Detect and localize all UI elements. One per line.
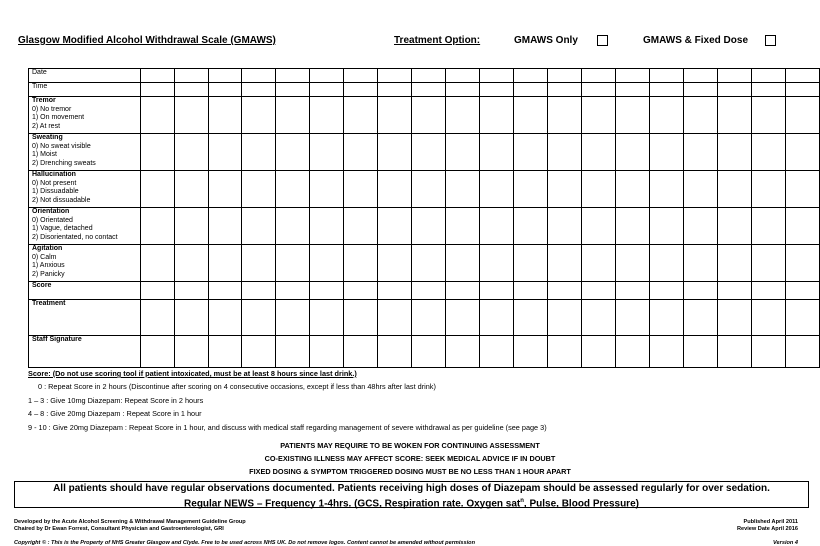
cell-treatment-2[interactable] <box>174 300 208 336</box>
cell-agitation-13[interactable] <box>548 245 582 282</box>
footer-developed-by: Developed by the Acute Alcohol Screening & Withdrawal Management Guideline Group <box>14 519 246 525</box>
cell-staff-7[interactable] <box>344 336 378 368</box>
staff-signature-title: Staff Signature <box>32 336 82 343</box>
cell-sweating-12[interactable] <box>514 134 548 171</box>
cell-staff-1[interactable] <box>140 336 174 368</box>
footer-published: Published April 2011 <box>743 519 798 525</box>
option-gmaws-fixed-dose-label: GMAWS & Fixed Dose <box>643 35 749 46</box>
cell-time-15[interactable] <box>616 83 650 97</box>
cell-date-2[interactable] <box>174 69 208 83</box>
cell-orientation-20[interactable] <box>785 208 819 245</box>
cell-treatment-3[interactable] <box>208 300 242 336</box>
cell-tremor-9[interactable] <box>412 97 446 134</box>
cell-treatment-1[interactable] <box>140 300 174 336</box>
cell-agitation-12[interactable] <box>514 245 548 282</box>
row-sweating <box>29 134 820 171</box>
cell-treatment-7[interactable] <box>344 300 378 336</box>
cell-orientation-3[interactable] <box>208 208 242 245</box>
cell-time-6[interactable] <box>310 83 344 97</box>
cell-date-1[interactable] <box>140 69 174 83</box>
cell-staff-3[interactable] <box>208 336 242 368</box>
cell-orientation-9[interactable] <box>412 208 446 245</box>
cell-hallucination-19[interactable] <box>752 171 786 208</box>
cell-hallucination-13[interactable] <box>548 171 582 208</box>
cell-treatment-20[interactable] <box>785 300 819 336</box>
cell-tremor-14[interactable] <box>582 97 616 134</box>
cell-time-4[interactable] <box>242 83 276 97</box>
hallucination-option-0: 0) Not present <box>32 179 77 187</box>
cell-hallucination-15[interactable] <box>616 171 650 208</box>
row-label-treatment <box>29 300 141 336</box>
cell-score-20[interactable] <box>785 282 819 300</box>
row-label-sweating <box>29 134 141 171</box>
cell-tremor-10[interactable] <box>446 97 480 134</box>
cell-hallucination-20[interactable] <box>785 171 819 208</box>
cell-sweating-7[interactable] <box>344 134 378 171</box>
agitation-title: Agitation <box>32 245 63 252</box>
footer-copyright: Copyright © : This is the Property of NHS Greater Glasgow and Clyde. Free to be used across NHS UK. Do not remove logos. Content cannot be amended without permission <box>14 540 476 546</box>
cell-date-9[interactable] <box>412 69 446 83</box>
cell-hallucination-6[interactable] <box>310 171 344 208</box>
row-label-time <box>29 83 141 97</box>
cell-treatment-4[interactable] <box>242 300 276 336</box>
cell-orientation-4[interactable] <box>242 208 276 245</box>
tremor-option-1: 1) On movement <box>32 114 85 121</box>
cell-treatment-19[interactable] <box>752 300 786 336</box>
cell-hallucination-12[interactable] <box>514 171 548 208</box>
row-label-date <box>29 69 141 83</box>
cell-tremor-15[interactable] <box>616 97 650 134</box>
cell-score-16[interactable] <box>650 282 684 300</box>
cell-treatment-5[interactable] <box>276 300 310 336</box>
cell-time-13[interactable] <box>548 83 582 97</box>
cell-score-2[interactable] <box>174 282 208 300</box>
gmaws-fixed-dose-checkbox[interactable] <box>765 35 776 46</box>
cell-score-13[interactable] <box>548 282 582 300</box>
cell-staff-14[interactable] <box>582 336 616 368</box>
score-title: Score <box>32 282 52 289</box>
tremor-title: Tremor <box>32 97 56 104</box>
observations-line-2 <box>15 495 808 510</box>
cell-sweating-15[interactable] <box>616 134 650 171</box>
date-label: Date <box>32 69 47 76</box>
cell-agitation-7[interactable] <box>344 245 378 282</box>
cell-time-20[interactable] <box>785 83 819 97</box>
cell-agitation-1[interactable] <box>140 245 174 282</box>
cell-treatment-17[interactable] <box>684 300 718 336</box>
cell-tremor-2[interactable] <box>174 97 208 134</box>
cell-agitation-8[interactable] <box>378 245 412 282</box>
cell-sweating-5[interactable] <box>276 134 310 171</box>
cell-tremor-3[interactable] <box>208 97 242 134</box>
cell-staff-16[interactable] <box>650 336 684 368</box>
cell-orientation-15[interactable] <box>616 208 650 245</box>
cell-time-16[interactable] <box>650 83 684 97</box>
cell-date-6[interactable] <box>310 69 344 83</box>
cell-agitation-6[interactable] <box>310 245 344 282</box>
cell-staff-4[interactable] <box>242 336 276 368</box>
cell-date-19[interactable] <box>752 69 786 83</box>
cell-time-14[interactable] <box>582 83 616 97</box>
cell-time-19[interactable] <box>752 83 786 97</box>
treatment-option-label: Treatment Option: <box>394 35 481 46</box>
cell-treatment-8[interactable] <box>378 300 412 336</box>
cell-sweating-9[interactable] <box>412 134 446 171</box>
cell-orientation-18[interactable] <box>718 208 752 245</box>
row-label-staff-signature <box>29 336 141 368</box>
agitation-option-1: 1) Anxious <box>32 262 65 269</box>
cell-tremor-8[interactable] <box>378 97 412 134</box>
cell-hallucination-18[interactable] <box>718 171 752 208</box>
cell-orientation-17[interactable] <box>684 208 718 245</box>
cell-date-20[interactable] <box>785 69 819 83</box>
cell-hallucination-2[interactable] <box>174 171 208 208</box>
cell-time-11[interactable] <box>480 83 514 97</box>
cell-sweating-20[interactable] <box>785 134 819 171</box>
cell-orientation-11[interactable] <box>480 208 514 245</box>
cell-orientation-6[interactable] <box>310 208 344 245</box>
observations-superscript: n <box>520 498 524 504</box>
cell-treatment-6[interactable] <box>310 300 344 336</box>
row-staff-signature <box>29 336 820 368</box>
score-note: Score: (Do not use scoring tool if patient intoxicated, must be at least 8 hours since last drink.) <box>28 369 357 378</box>
cell-orientation-2[interactable] <box>174 208 208 245</box>
cell-score-17[interactable] <box>684 282 718 300</box>
cell-staff-12[interactable] <box>514 336 548 368</box>
cell-orientation-12[interactable] <box>514 208 548 245</box>
cell-tremor-4[interactable] <box>242 97 276 134</box>
cell-orientation-16[interactable] <box>650 208 684 245</box>
cell-score-11[interactable] <box>480 282 514 300</box>
cell-hallucination-1[interactable] <box>140 171 174 208</box>
observations-line-2-end: , Pulse, Blood Pressure) <box>523 498 639 510</box>
hallucination-title: Hallucination <box>32 171 76 178</box>
cell-sweating-14[interactable] <box>582 134 616 171</box>
cell-date-16[interactable] <box>650 69 684 83</box>
cell-time-10[interactable] <box>446 83 480 97</box>
cell-tremor-5[interactable] <box>276 97 310 134</box>
cell-score-14[interactable] <box>582 282 616 300</box>
sweating-option-2: 2) Drenching sweats <box>32 159 96 167</box>
cell-staff-20[interactable] <box>785 336 819 368</box>
row-score <box>29 282 820 300</box>
warning-coexisting-illness: CO-EXISTING ILLNESS MAY AFFECT SCORE: SEEK MEDICAL ADVICE IF IN DOUBT <box>264 454 556 463</box>
cell-treatment-10[interactable] <box>446 300 480 336</box>
cell-score-1[interactable] <box>140 282 174 300</box>
cell-orientation-19[interactable] <box>752 208 786 245</box>
tremor-option-0: 0) No tremor <box>32 105 72 113</box>
cell-treatment-15[interactable] <box>616 300 650 336</box>
footer-version: Version 4 <box>773 540 798 546</box>
cell-orientation-1[interactable] <box>140 208 174 245</box>
cell-tremor-7[interactable] <box>344 97 378 134</box>
cell-time-2[interactable] <box>174 83 208 97</box>
cell-tremor-1[interactable] <box>140 97 174 134</box>
cell-tremor-18[interactable] <box>718 97 752 134</box>
cell-time-17[interactable] <box>684 83 718 97</box>
cell-time-7[interactable] <box>344 83 378 97</box>
cell-orientation-14[interactable] <box>582 208 616 245</box>
row-orientation <box>29 208 820 245</box>
cell-staff-19[interactable] <box>752 336 786 368</box>
cell-hallucination-17[interactable] <box>684 171 718 208</box>
cell-orientation-7[interactable] <box>344 208 378 245</box>
cell-tremor-17[interactable] <box>684 97 718 134</box>
time-label: Time <box>32 83 48 90</box>
cell-sweating-19[interactable] <box>752 134 786 171</box>
cell-time-1[interactable] <box>140 83 174 97</box>
orientation-option-0: 0) Orientated <box>32 216 73 224</box>
cell-date-4[interactable] <box>242 69 276 83</box>
hallucination-option-1: 1) Dissuadable <box>32 188 79 195</box>
observations-line-1: All patients should have regular observations documented. Patients receiving high doses of Diazepam should be assessed regularly for over sedation. <box>53 483 770 494</box>
hallucination-option-2: 2) Not dissuadable <box>32 196 91 204</box>
cell-staff-8[interactable] <box>378 336 412 368</box>
cell-sweating-4[interactable] <box>242 134 276 171</box>
cell-staff-15[interactable] <box>616 336 650 368</box>
cell-sweating-18[interactable] <box>718 134 752 171</box>
sweating-option-0: 0) No sweat visible <box>32 142 91 150</box>
agitation-option-2: 2) Panicky <box>32 270 65 278</box>
cell-agitation-16[interactable] <box>650 245 684 282</box>
row-label-score <box>29 282 141 300</box>
footer-review-date: Review Date April 2016 <box>736 526 798 532</box>
cell-tremor-6[interactable] <box>310 97 344 134</box>
cell-time-5[interactable] <box>276 83 310 97</box>
cell-treatment-9[interactable] <box>412 300 446 336</box>
cell-staff-6[interactable] <box>310 336 344 368</box>
cell-agitation-3[interactable] <box>208 245 242 282</box>
treatment-title: Treatment <box>32 300 66 307</box>
cell-treatment-11[interactable] <box>480 300 514 336</box>
cell-tremor-12[interactable] <box>514 97 548 134</box>
cell-sweating-8[interactable] <box>378 134 412 171</box>
cell-time-18[interactable] <box>718 83 752 97</box>
score-guide-9-10: 9 - 10 : Give 20mg Diazepam : Repeat Score in 1 hour, and discuss with medical staff regarding management of severe withdrawal as per guideline (see page 3) <box>28 423 547 432</box>
cell-orientation-10[interactable] <box>446 208 480 245</box>
cell-sweating-1[interactable] <box>140 134 174 171</box>
cell-score-6[interactable] <box>310 282 344 300</box>
cell-sweating-11[interactable] <box>480 134 514 171</box>
cell-sweating-3[interactable] <box>208 134 242 171</box>
cell-agitation-15[interactable] <box>616 245 650 282</box>
row-label-hallucination <box>29 171 141 208</box>
cell-date-10[interactable] <box>446 69 480 83</box>
cell-date-15[interactable] <box>616 69 650 83</box>
row-hallucination <box>29 171 820 208</box>
sweating-option-1: 1) Moist <box>32 151 57 158</box>
cell-agitation-19[interactable] <box>752 245 786 282</box>
cell-treatment-14[interactable] <box>582 300 616 336</box>
cell-score-15[interactable] <box>616 282 650 300</box>
cell-date-5[interactable] <box>276 69 310 83</box>
cell-time-12[interactable] <box>514 83 548 97</box>
cell-agitation-9[interactable] <box>412 245 446 282</box>
cell-staff-18[interactable] <box>718 336 752 368</box>
cell-date-13[interactable] <box>548 69 582 83</box>
cell-tremor-13[interactable] <box>548 97 582 134</box>
cell-treatment-16[interactable] <box>650 300 684 336</box>
cell-sweating-13[interactable] <box>548 134 582 171</box>
cell-score-5[interactable] <box>276 282 310 300</box>
cell-date-17[interactable] <box>684 69 718 83</box>
row-label-tremor <box>29 97 141 134</box>
cell-orientation-5[interactable] <box>276 208 310 245</box>
cell-tremor-20[interactable] <box>785 97 819 134</box>
cell-agitation-10[interactable] <box>446 245 480 282</box>
row-time <box>29 83 820 97</box>
cell-date-7[interactable] <box>344 69 378 83</box>
gmaws-only-checkbox[interactable] <box>597 35 608 46</box>
score-guide-1-3: 1 – 3 : Give 10mg Diazepam: Repeat Score in 2 hours <box>28 396 204 405</box>
cell-hallucination-7[interactable] <box>344 171 378 208</box>
cell-score-4[interactable] <box>242 282 276 300</box>
cell-orientation-8[interactable] <box>378 208 412 245</box>
cell-time-3[interactable] <box>208 83 242 97</box>
cell-agitation-14[interactable] <box>582 245 616 282</box>
row-tremor <box>29 97 820 134</box>
cell-agitation-20[interactable] <box>785 245 819 282</box>
orientation-option-2: 2) Disorientated, no contact <box>32 233 118 241</box>
observations-line-2-text: Regular NEWS – Frequency 1-4hrs. (GCS, Respiration rate. Oxygen sat <box>184 498 521 510</box>
cell-treatment-12[interactable] <box>514 300 548 336</box>
cell-date-3[interactable] <box>208 69 242 83</box>
orientation-option-1: 1) Vague, detached <box>32 225 93 232</box>
cell-hallucination-8[interactable] <box>378 171 412 208</box>
cell-hallucination-14[interactable] <box>582 171 616 208</box>
cell-tremor-16[interactable] <box>650 97 684 134</box>
cell-sweating-16[interactable] <box>650 134 684 171</box>
row-agitation <box>29 245 820 282</box>
cell-hallucination-3[interactable] <box>208 171 242 208</box>
cell-date-14[interactable] <box>582 69 616 83</box>
cell-treatment-18[interactable] <box>718 300 752 336</box>
warning-woken: PATIENTS MAY REQUIRE TO BE WOKEN FOR CONTINUING ASSESSMENT <box>280 441 540 450</box>
row-label-agitation <box>29 245 141 282</box>
cell-staff-13[interactable] <box>548 336 582 368</box>
cell-orientation-13[interactable] <box>548 208 582 245</box>
cell-agitation-17[interactable] <box>684 245 718 282</box>
cell-hallucination-4[interactable] <box>242 171 276 208</box>
row-date <box>29 69 820 83</box>
warning-dosing-interval: FIXED DOSING & SYMPTOM TRIGGERED DOSING MUST BE NO LESS THAN 1 HOUR APART <box>249 467 571 476</box>
cell-date-8[interactable] <box>378 69 412 83</box>
observations-box <box>14 481 809 508</box>
cell-date-11[interactable] <box>480 69 514 83</box>
cell-staff-17[interactable] <box>684 336 718 368</box>
cell-staff-11[interactable] <box>480 336 514 368</box>
cell-agitation-18[interactable] <box>718 245 752 282</box>
option-gmaws-only-label: GMAWS Only <box>514 35 578 46</box>
cell-hallucination-10[interactable] <box>446 171 480 208</box>
cell-score-9[interactable] <box>412 282 446 300</box>
cell-score-12[interactable] <box>514 282 548 300</box>
form-title: Glasgow Modified Alcohol Withdrawal Scale (GMAWS) <box>18 35 276 46</box>
cell-hallucination-9[interactable] <box>412 171 446 208</box>
cell-score-19[interactable] <box>752 282 786 300</box>
cell-agitation-11[interactable] <box>480 245 514 282</box>
cell-treatment-13[interactable] <box>548 300 582 336</box>
row-treatment <box>29 300 820 336</box>
cell-agitation-2[interactable] <box>174 245 208 282</box>
cell-date-18[interactable] <box>718 69 752 83</box>
cell-staff-9[interactable] <box>412 336 446 368</box>
cell-agitation-5[interactable] <box>276 245 310 282</box>
cell-sweating-17[interactable] <box>684 134 718 171</box>
cell-sweating-6[interactable] <box>310 134 344 171</box>
score-guide-4-8: 4 – 8 : Give 20mg Diazepam : Repeat Score in 1 hour <box>28 409 202 418</box>
cell-time-9[interactable] <box>412 83 446 97</box>
cell-date-12[interactable] <box>514 69 548 83</box>
cell-sweating-10[interactable] <box>446 134 480 171</box>
cell-staff-10[interactable] <box>446 336 480 368</box>
assessment-grid <box>28 68 820 368</box>
cell-sweating-2[interactable] <box>174 134 208 171</box>
cell-hallucination-16[interactable] <box>650 171 684 208</box>
sweating-title: Sweating <box>32 134 63 141</box>
cell-staff-5[interactable] <box>276 336 310 368</box>
cell-agitation-4[interactable] <box>242 245 276 282</box>
footer-chaired-by: Chaired by Dr Ewan Forrest, Consultant Physician and Gastroenterologist, GRI <box>14 526 224 532</box>
cell-staff-2[interactable] <box>174 336 208 368</box>
cell-hallucination-11[interactable] <box>480 171 514 208</box>
cell-time-8[interactable] <box>378 83 412 97</box>
cell-score-18[interactable] <box>718 282 752 300</box>
orientation-title: Orientation <box>32 208 70 215</box>
cell-tremor-11[interactable] <box>480 97 514 134</box>
agitation-option-0: 0) Calm <box>32 253 57 261</box>
cell-score-7[interactable] <box>344 282 378 300</box>
cell-tremor-19[interactable] <box>752 97 786 134</box>
cell-score-3[interactable] <box>208 282 242 300</box>
cell-hallucination-5[interactable] <box>276 171 310 208</box>
row-label-orientation <box>29 208 141 245</box>
tremor-option-2: 2) At rest <box>32 122 61 130</box>
cell-score-8[interactable] <box>378 282 412 300</box>
score-guide-0: 0 : Repeat Score in 2 hours (Discontinue after scoring on 4 consecutive occasions, except if less than 48hrs after last drink) <box>38 382 436 391</box>
cell-score-10[interactable] <box>446 282 480 300</box>
